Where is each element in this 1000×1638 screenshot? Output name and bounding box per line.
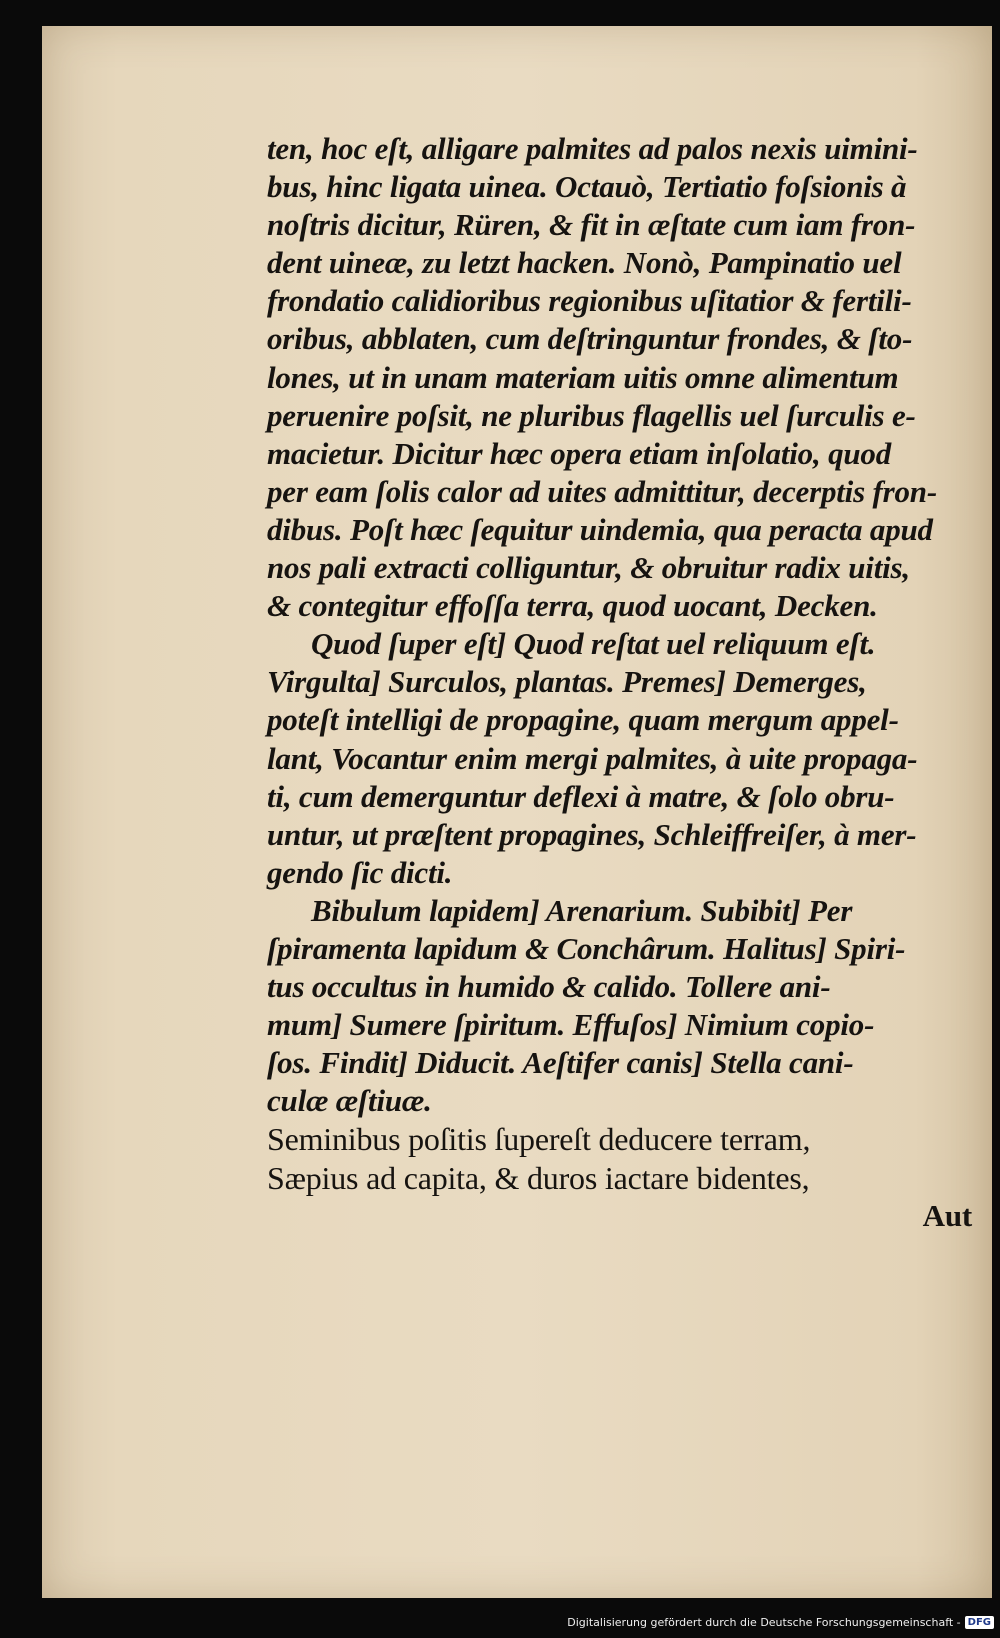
book-page [42,26,992,1598]
text-line: ten, hoc eſt, alligare palmites ad palos nexis uimini- [267,131,918,166]
text-line: poteſt intelligi de propagine, quam mergum appel- [267,702,899,738]
text-line: ti, cum demerguntur deflexi à matre, & ſolo obru- [267,778,895,814]
catchword: Aut [922,1197,972,1233]
text-line: nos pali extracti colliguntur, & obruitur radix uitis, [267,550,910,586]
page-text [267,130,972,1235]
text-line: bus, hinc ligata uinea. Octauò, Tertiatio foſsionis à [267,169,907,205]
text-line: oribus, abblaten, cum deſtringuntur frondes, & ſto- [267,321,913,357]
text-line: ſos. Findit] Diducit. Aeſtifer canis] Stella cani- [267,1045,854,1081]
text-line: macietur. Dicitur hæc opera etiam inſolatio, quod [267,435,892,471]
text-line: frondatio calidioribus regionibus uſitatior & fertili- [267,283,912,319]
text-line: dibus. Poſt hæc ſequitur uindemia, qua peracta apud [267,511,933,547]
text-line: peruenire poſsit, ne pluribus flagellis uel ſurculis e- [267,397,916,433]
text-line: lant, Vocantur enim mergi palmites, à uite propaga- [267,740,918,776]
text-line: Virgulta] Surculos, plantas. Premes] Demerges, [267,664,867,700]
text-line: gendo ſic dicti. [267,854,453,890]
text-line: untur, ut præſtent propagines, Schleiffreiſer, à mer- [267,816,917,852]
text-line: & contegitur effoſſa terra, quod uocant, Decken. [267,588,878,624]
text-line: tus occultus in humido & calido. Tollere ani- [267,969,831,1005]
digitization-footer [567,1612,994,1632]
text-line: ſpiramenta lapidum & Conchârum. Halitus] Spiri- [267,930,906,966]
verse-line: Sæpius ad capita, & duros iactare bidentes, [267,1159,810,1196]
verse-line: Seminibus poſitis ſupereſt deducere terram, [267,1121,811,1158]
text-line: Bibulum lapidem] Arenarium. Subibit] Per [311,892,853,928]
funding-notice: Digitalisierung gefördert durch die Deutsche Forschungsgemeinschaft - [567,1615,961,1629]
dfg-logo: DFG [965,1616,994,1629]
text-line: lones, ut in unam materiam uitis omne alimentum [267,359,899,395]
text-line: noſtris dicitur, Rüren, & fit in æſtate cum iam fron- [267,207,916,243]
text-line: per eam ſolis calor ad uites admittitur, decerptis fron- [267,473,937,509]
text-line: Quod ſuper eſt] Quod reſtat uel reliquum eſt. [311,626,876,662]
text-line: mum] Sumere ſpiritum. Effuſos] Nimium copio- [267,1007,875,1043]
text-line: dent uineæ, zu letzt hacken. Nonò, Pampinatio uel [267,245,902,281]
text-line: culæ æſtiuæ. [267,1083,432,1119]
